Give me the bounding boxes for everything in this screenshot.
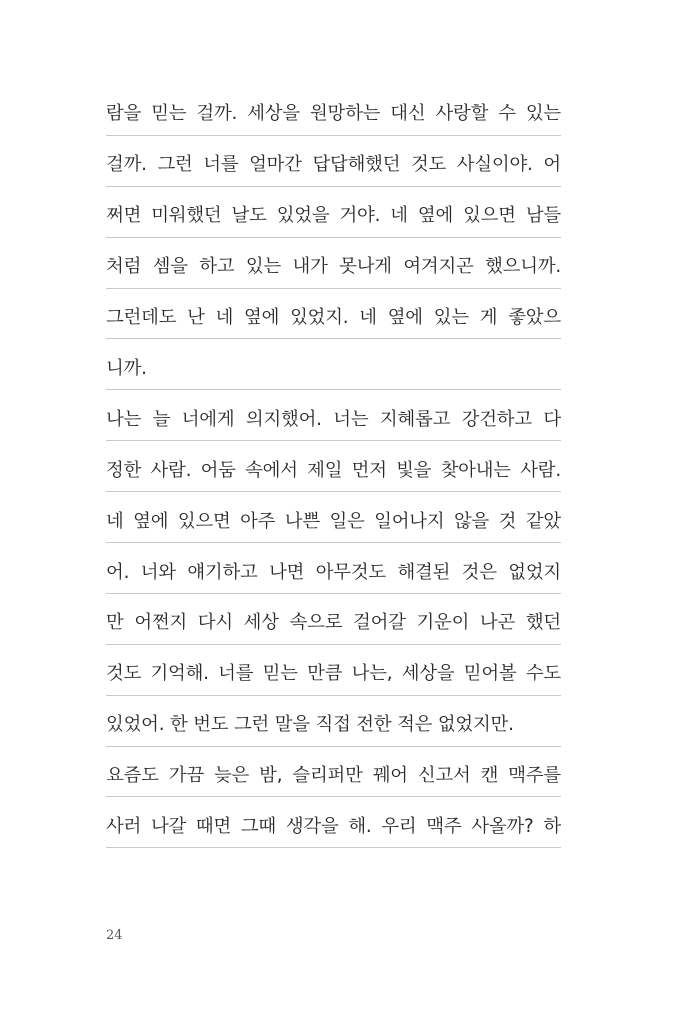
word: 다 bbox=[543, 408, 561, 430]
word: 하고 bbox=[199, 256, 235, 278]
word: 기운이 bbox=[416, 612, 470, 634]
word: 만 bbox=[106, 612, 124, 634]
word: 세상 bbox=[243, 612, 279, 634]
text-line bbox=[106, 339, 561, 390]
word: 것은 bbox=[461, 561, 497, 583]
word: 얼마간 bbox=[249, 154, 302, 176]
word: 나곤 bbox=[479, 612, 516, 634]
word: 아주 bbox=[240, 510, 276, 532]
word: 세상을 bbox=[401, 663, 455, 685]
word: 그런데도 bbox=[106, 307, 177, 329]
word: 다시 bbox=[197, 612, 233, 634]
word: 나는 bbox=[106, 408, 142, 430]
word: 것도 bbox=[106, 663, 142, 685]
text-line bbox=[106, 797, 561, 848]
word: 요즘도 bbox=[106, 765, 159, 787]
word: 속으로 bbox=[289, 612, 343, 634]
text-line bbox=[106, 136, 561, 187]
word: 찾아내는 bbox=[440, 459, 511, 481]
word: 제일 bbox=[307, 459, 343, 481]
word: 일어나지 bbox=[374, 510, 445, 532]
text-line bbox=[106, 441, 561, 492]
word: 옆에 bbox=[417, 205, 454, 227]
word: 꿰어 bbox=[372, 765, 408, 787]
text-line bbox=[106, 85, 561, 136]
word: 있는 bbox=[525, 103, 561, 125]
word: 너를 bbox=[203, 154, 239, 176]
word: 같았 bbox=[525, 510, 561, 532]
word: 해. bbox=[348, 815, 372, 837]
word: 옆에 bbox=[133, 510, 169, 532]
line-text: 니까. bbox=[106, 357, 147, 379]
word: 믿어볼 bbox=[463, 663, 517, 685]
word: 거야. bbox=[339, 205, 381, 227]
word: 없었지 bbox=[508, 561, 561, 583]
text-line bbox=[106, 238, 561, 289]
word: 속에서 bbox=[245, 459, 298, 481]
word: 나면 bbox=[269, 561, 305, 583]
word: 것도 bbox=[410, 154, 447, 176]
word: 어. bbox=[106, 561, 130, 583]
word: 대신 bbox=[390, 103, 426, 125]
word: 그런 bbox=[157, 154, 193, 176]
word: 쩌면 bbox=[106, 205, 142, 227]
word: 아무것도 bbox=[315, 561, 386, 583]
text-line bbox=[106, 390, 561, 441]
word: 걸어갈 bbox=[353, 612, 406, 634]
word: 밤, bbox=[259, 765, 283, 787]
word: 않을 bbox=[453, 510, 490, 532]
word: 우리 bbox=[381, 815, 417, 837]
word: 가끔 bbox=[168, 765, 204, 787]
word: 늦은 bbox=[213, 765, 250, 787]
word: 나는, bbox=[351, 663, 393, 685]
word: 남들 bbox=[525, 205, 561, 227]
word: 기억해. bbox=[150, 663, 209, 685]
word: 여겨지곤 bbox=[403, 256, 474, 278]
word: 수 bbox=[498, 103, 516, 125]
word: 있으면 bbox=[177, 510, 231, 532]
word: 나갈 bbox=[150, 815, 187, 837]
word: 네 bbox=[359, 307, 377, 329]
word: 원망하는 bbox=[309, 103, 381, 125]
word: 어 bbox=[543, 154, 561, 176]
word: 네 bbox=[390, 205, 408, 227]
word: 못나게 bbox=[339, 256, 392, 278]
word: 좋았으 bbox=[508, 307, 561, 329]
word: 일은 bbox=[329, 510, 365, 532]
word: 게 bbox=[479, 307, 498, 329]
word: 답답해했던 bbox=[312, 154, 401, 176]
word: 너와 bbox=[140, 561, 176, 583]
word: 사람. bbox=[520, 459, 561, 481]
text-line bbox=[106, 492, 561, 543]
word: 강건하고 bbox=[461, 408, 532, 430]
word: 나쁜 bbox=[284, 510, 320, 532]
word: 먼저 bbox=[351, 459, 387, 481]
word: 너에게 bbox=[181, 408, 235, 430]
word: 사러 bbox=[106, 815, 142, 837]
word: 신고서 bbox=[417, 765, 471, 787]
word: 람을 bbox=[106, 103, 142, 125]
word: 맥주를 bbox=[508, 765, 561, 787]
page-body bbox=[106, 85, 561, 848]
word: 것 bbox=[498, 510, 517, 532]
word: 해결된 bbox=[397, 561, 451, 583]
word: 세상을 bbox=[247, 103, 300, 125]
word: 지혜롭고 bbox=[379, 408, 451, 430]
text-line bbox=[106, 594, 561, 645]
word: 사실이야. bbox=[456, 154, 533, 176]
word: 있었을 bbox=[276, 205, 330, 227]
word: 옆에 bbox=[387, 307, 423, 329]
word: 때면 bbox=[195, 815, 232, 837]
word: 사람. bbox=[150, 459, 192, 481]
word: 너는 bbox=[333, 408, 369, 430]
text-line bbox=[106, 289, 561, 340]
word: 있으면 bbox=[463, 205, 516, 227]
word: 맥주 bbox=[426, 815, 462, 837]
word: 어둠 bbox=[200, 459, 236, 481]
word: 믿는 bbox=[151, 103, 187, 125]
text-line bbox=[106, 747, 561, 798]
word: 걸까. bbox=[196, 103, 238, 125]
text-line bbox=[106, 696, 561, 747]
word: 네 bbox=[106, 510, 124, 532]
word: 처럼 bbox=[106, 256, 142, 278]
word: 했던 bbox=[525, 612, 561, 634]
word: 셈을 bbox=[152, 256, 188, 278]
page-number: 24 bbox=[106, 928, 123, 943]
word: 있었지. bbox=[290, 307, 349, 329]
word: 생각을 bbox=[285, 815, 339, 837]
word: 믿는 bbox=[262, 663, 298, 685]
word: 있는 bbox=[245, 256, 282, 278]
word: 하 bbox=[543, 815, 561, 837]
word: 늘 bbox=[152, 408, 171, 430]
word: 정한 bbox=[106, 459, 142, 481]
word: 너를 bbox=[218, 663, 254, 685]
word: 미워했던 bbox=[151, 205, 222, 227]
word: 사올까? bbox=[471, 815, 534, 837]
word: 있는 bbox=[433, 307, 469, 329]
word: 캔 bbox=[480, 765, 499, 787]
line-text: 있었어. 한 번도 그런 말을 직접 전한 적은 없었지만. bbox=[106, 714, 514, 736]
word: 옆에 bbox=[244, 307, 280, 329]
word: 어쩐지 bbox=[134, 612, 188, 634]
word: 내가 bbox=[292, 256, 328, 278]
word: 네 bbox=[215, 307, 234, 329]
text-line bbox=[106, 187, 561, 238]
word: 얘기하고 bbox=[187, 561, 258, 583]
word: 사랑할 bbox=[435, 103, 489, 125]
word: 만큼 bbox=[307, 663, 343, 685]
text-line bbox=[106, 543, 561, 594]
word: 빛을 bbox=[396, 459, 432, 481]
word: 수도 bbox=[525, 663, 561, 685]
word: 슬리퍼만 bbox=[292, 765, 363, 787]
word: 날도 bbox=[231, 205, 267, 227]
text-line bbox=[106, 645, 561, 696]
word: 했으니까. bbox=[485, 256, 561, 278]
word: 걸까. bbox=[106, 154, 147, 176]
word: 난 bbox=[187, 307, 205, 329]
word: 그때 bbox=[240, 815, 276, 837]
word: 의지했어. bbox=[245, 408, 322, 430]
